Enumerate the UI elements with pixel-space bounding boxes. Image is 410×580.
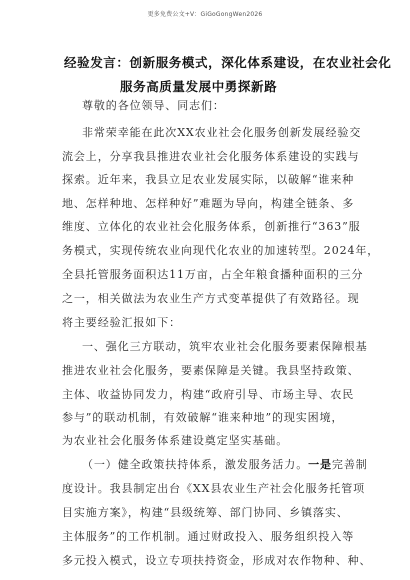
paragraph-line: 非常荣幸能在此次XX农业社会化服务创新发展经验交 bbox=[82, 126, 362, 139]
subsection-tail: 完善制 bbox=[331, 458, 368, 471]
subsection-heading: （一）健全政策扶持体系，激发服务活力。 bbox=[82, 458, 309, 471]
paragraph-line: 目实施方案》，构建“县级统筹、部门协同、乡镇落实、 bbox=[62, 506, 349, 519]
paragraph-line: 维度、立体化的农业社会化服务体系，创新推行“363”服 bbox=[62, 220, 361, 233]
document-title-line-1: 经验发言：创新服务模式，深化体系建设，在农业社会化 bbox=[64, 55, 392, 70]
paragraph-line: 多元投入模式，设立专项扶持资金，形成对农作物种、种、 bbox=[62, 554, 372, 567]
paragraph-line: 为农业社会化服务体系建设奠定坚实基础。 bbox=[62, 434, 289, 447]
paragraph-line: 参与”的联动机制，有效破解“谁来种地”的现实困境， bbox=[62, 411, 344, 424]
paragraph-line: 将主要经验汇报如下： bbox=[62, 316, 181, 329]
document-title-line-2: 服务高质量发展中勇探新路 bbox=[120, 79, 278, 94]
section-heading: 一、强化三方联动，筑牢农业社会化服务要素保障根基 bbox=[82, 340, 368, 353]
paragraph-line: 地、怎样种地、怎样种好”难题为导向，构建全链条、多 bbox=[62, 197, 355, 210]
page-header-banner: 更多免费公文+V：GiGoGongWen2026 bbox=[147, 11, 263, 18]
paragraph-line: 度设计。我县制定出台《XX县农业生产社会化服务托管项 bbox=[62, 482, 366, 495]
paragraph-line: 务模式，实现传统农业向现代化农业的加速转型。2024年， bbox=[62, 244, 380, 257]
emphasis-marker: 一是 bbox=[308, 458, 332, 471]
subsection-line bbox=[82, 458, 368, 472]
paragraph-line: 流会上，分享我县推进农业社会化服务体系建设的实践与 bbox=[62, 150, 360, 163]
paragraph-line: 主体服务”的工作机制。通过财政投入、服务组织投入等 bbox=[62, 530, 355, 543]
paragraph-line: 探索。近年来，我县立足农业发展实际，以破解“谁来种 bbox=[62, 173, 355, 186]
paragraph-line: 全县托管服务面积达11万亩，占全年粮食播种面积的三分 bbox=[62, 268, 364, 281]
paragraph-line: 主体、收益协同发力，构建“政府引导、市场主导、农民 bbox=[62, 388, 355, 401]
paragraph-line: 推进农业社会化服务，要素保障是关键。我县坚持政策、 bbox=[62, 364, 360, 377]
paragraph-line: 之一，相关做法为农业生产方式变革提供了有效路径。现 bbox=[62, 292, 360, 305]
greeting: 尊敬的各位领导、同志们： bbox=[82, 99, 225, 112]
